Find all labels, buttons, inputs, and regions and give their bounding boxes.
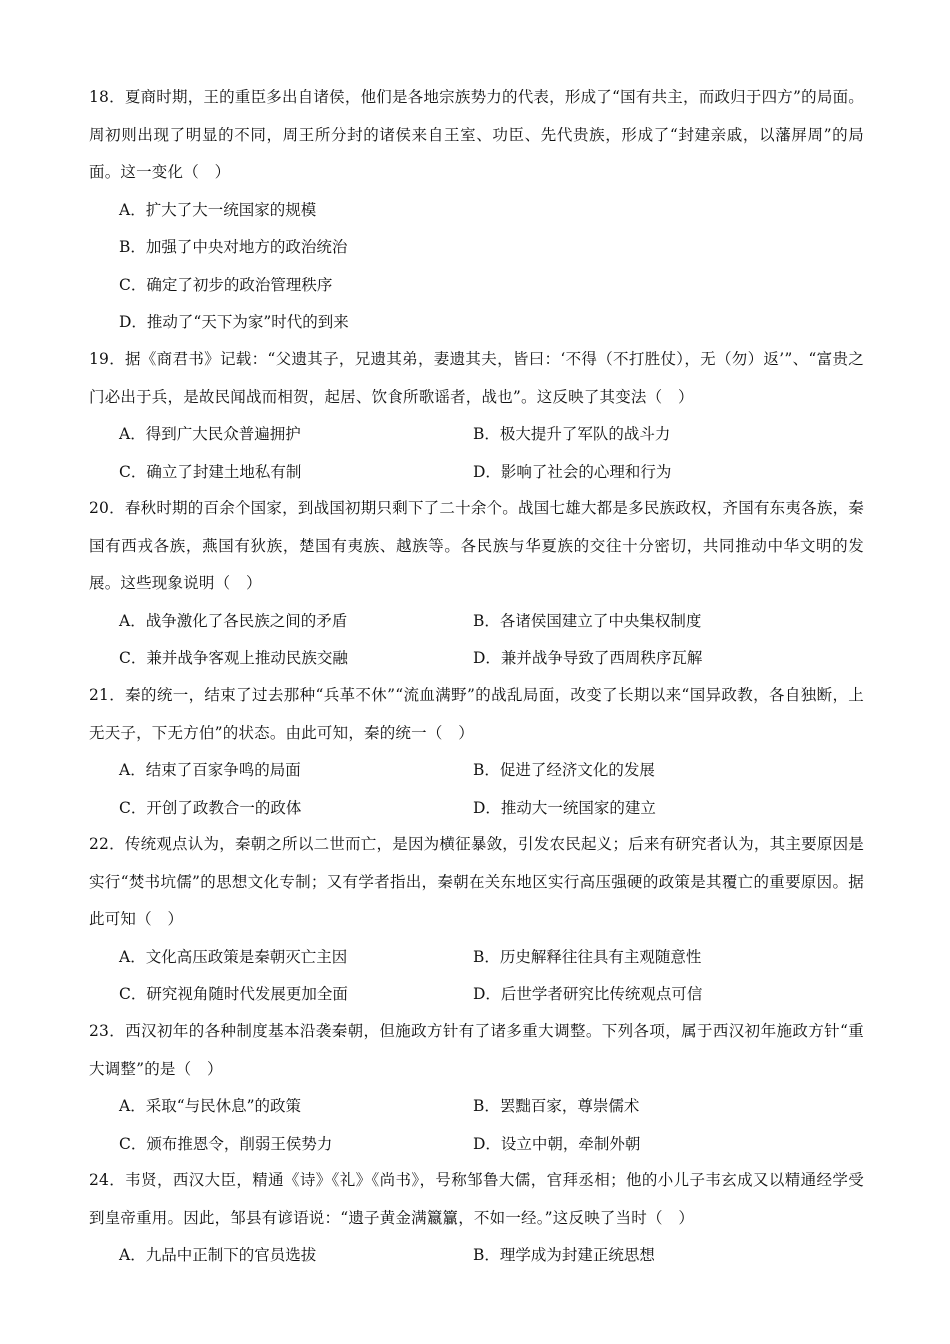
question-stem: 19．据《商君书》记载：“父遗其子，兄遗其弟，妻遗其夫，皆曰：‘不得（不打胜仗），无（勿）返’”、“富贵之门必出于兵，是故民闻战而相贺，起居、饮食所歌谣者，战也”。这反映了其变法（ ） [89,350,864,406]
options-list [89,192,864,342]
option-d: D．推动了“天下为家”时代的到来 [119,313,349,331]
question-stem: 22．传统观点认为，秦朝之所以二世而亡，是因为横征暴敛，引发农民起义；后来有研究者认为，其主要原因是实行“焚书坑儒”的思想文化专制；又有学者指出，秦朝在关东地区实行高压强硬的政策是其覆亡的重要原因。据此可知（ ） [89,835,864,928]
question-21 [89,677,864,827]
options-list [89,1237,864,1275]
option-b: B．各诸侯国建立了中央集权制度 [473,611,702,630]
options-list [89,939,864,1014]
options-list [89,603,864,678]
question-18 [89,79,864,342]
option-a: A．九品中正制下的官员选拔 [119,1246,317,1264]
option-b: B．极大提升了军队的战斗力 [473,425,671,443]
option-c: C．兼并战争客观上推动民族交融 [119,649,348,667]
question-20 [89,490,864,678]
options-list [89,416,864,491]
question-19 [89,341,864,491]
option-b: B．加强了中央对地方的政治统治 [119,238,348,256]
question-stem: 18．夏商时期，王的重臣多出自诸侯，他们是各地宗族势力的代表，形成了“国有共主，而政归于四方”的局面。周初则出现了明显的不同，周王所分封的诸侯来自王室、功臣、先代贵族，形成了“封建亲戚，以藩屏周”的局面。这一变化（ ） [89,88,864,181]
option-a: A．扩大了大一统国家的规模 [119,200,317,219]
options-list [89,752,864,827]
option-b: B．促进了经济文化的发展 [473,761,655,779]
question-23 [89,1013,864,1163]
option-c: C．颁布推恩令，削弱王侯势力 [119,1134,333,1153]
option-c: C．研究视角随时代发展更加全面 [119,985,348,1003]
option-a: A．文化高压政策是秦朝灭亡主因 [119,947,348,966]
option-c: C．确立了封建土地私有制 [119,462,302,481]
option-a: A．采取“与民休息”的政策 [119,1097,302,1115]
option-d: D．影响了社会的心理和行为 [473,462,672,481]
question-stem: 24．韦贤，西汉大臣，精通《诗》《礼》《尚书》，号称邹鲁大儒，官拜丞相；他的小儿子韦玄成又以精通经学受到皇帝重用。因此，邹县有谚语说：“遗子黄金满籝籯，不如一经。”这反映了当时（ ） [89,1171,864,1227]
question-22 [89,826,864,1014]
option-d: D．推动大一统国家的建立 [473,798,656,817]
option-b: B．罢黜百家，尊崇儒术 [473,1097,640,1115]
option-b: B．历史解释往往具有主观随意性 [473,947,702,966]
options-list [89,1088,864,1163]
option-d: D．后世学者研究比传统观点可信 [473,985,703,1003]
option-d: D．兼并战争导致了西周秩序瓦解 [473,649,703,667]
option-d: D．设立中朝，牵制外朝 [473,1134,641,1153]
question-24 [89,1162,864,1275]
question-stem: 21．秦的统一，结束了过去那种“兵革不休”“流血满野”的战乱局面，改变了长期以来“国异政教，各自独断，上无天子，下无方伯”的状态。由此可知，秦的统一（ ） [89,686,864,742]
option-c: C．确定了初步的政治管理秩序 [119,275,333,294]
option-a: A．结束了百家争鸣的局面 [119,761,301,779]
question-stem: 20．春秋时期的百余个国家，到战国初期只剩下了二十余个。战国七雄大都是多民族政权，齐国有东夷各族，秦国有西戎各族，燕国有狄族，楚国有夷族、越族等。各民族与华夏族的交往十分密切，共同推动中华文明的发展。这些现象说明（ ） [89,499,864,592]
option-a: A．得到广大民众普遍拥护 [119,425,301,443]
option-a: A．战争激化了各民族之间的矛盾 [119,611,348,630]
question-stem: 23．西汉初年的各种制度基本沿袭秦朝，但施政方针有了诸多重大调整。下列各项，属于西汉初年施政方针“重大调整”的是（ ） [89,1022,864,1078]
option-c: C．开创了政教合一的政体 [119,798,302,817]
option-b: B．理学成为封建正统思想 [473,1246,655,1264]
